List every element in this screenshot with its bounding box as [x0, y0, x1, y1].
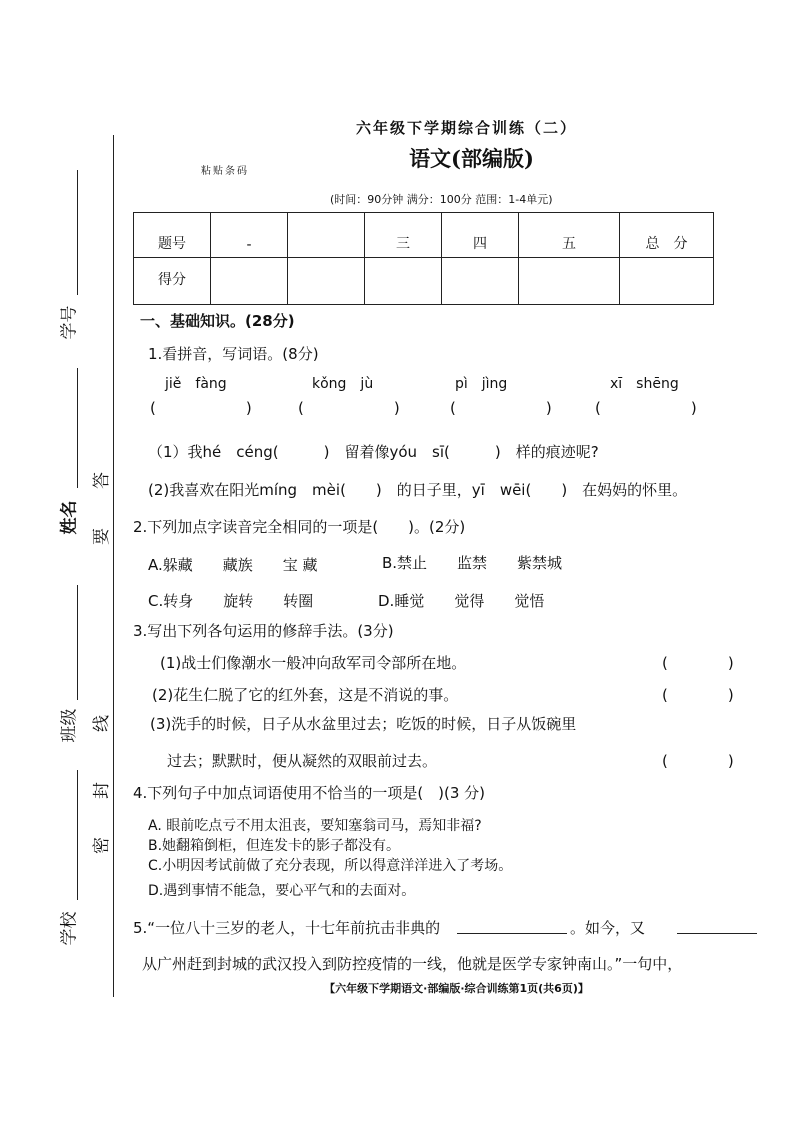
q2-stem: 2.下列加点字读音完全相同的一项是( )。(2分)	[133, 518, 466, 536]
q1-pinyin-1: jiě fàng	[165, 376, 227, 392]
field-label-school: 学校	[59, 911, 80, 946]
q5-blank-1[interactable]	[457, 933, 567, 934]
exam-subject: 语文(部编版)	[409, 146, 534, 171]
q1-answer-blank[interactable]: ( )	[150, 399, 252, 417]
q5-line-1a: 5.“一位八十三岁的老人，十七年前抗击非典的	[133, 919, 441, 937]
q1-pinyin-2: kǒng jù	[312, 376, 374, 392]
q3-sentence-3a: (3)洗手的时候，日子从水盆里过去；吃饭的时候，日子从饭碗里	[150, 715, 577, 733]
q4-option-a[interactable]: A. 眼前吃点亏不用太沮丧，要知塞翁司马，焉知非福?	[148, 818, 482, 834]
q5-line-1b: 。如今，又	[570, 919, 646, 937]
score-input[interactable]	[365, 258, 442, 305]
field-label-name: 姓名	[59, 500, 80, 535]
q3-answer-blank[interactable]: ( )	[662, 686, 734, 704]
table-cell: -	[211, 213, 288, 258]
seal-char-da: 答	[92, 472, 112, 489]
field-line-student-id	[77, 170, 78, 295]
field-line-name	[77, 368, 78, 488]
q1-sentence-1: （1）我hé céng( ) 留着像yóu sī( ) 样的痕迹呢?	[148, 443, 599, 461]
q1-answer-blank[interactable]: ( )	[450, 399, 552, 417]
score-input[interactable]	[211, 258, 288, 305]
q2-option-a[interactable]: A.躲藏 藏族 宝 藏	[148, 556, 318, 574]
table-cell: 总 分	[620, 213, 714, 258]
score-table	[133, 212, 714, 305]
q1-answer-blank[interactable]: ( )	[298, 399, 400, 417]
q3-sentence-1: (1)战士们像潮水一般冲向敌军司令部所在地。	[160, 654, 467, 672]
score-input[interactable]	[620, 258, 714, 305]
barcode-label: 粘贴条码	[201, 166, 249, 177]
seal-char-xian: 线	[92, 715, 112, 732]
table-cell: 得分	[134, 258, 211, 305]
exam-title: 六年级下学期综合训练（二）	[355, 119, 577, 137]
seal-char-feng: 封	[92, 782, 112, 799]
q3-stem: 3.写出下列各句运用的修辞手法。(3分)	[133, 622, 394, 640]
score-input[interactable]	[288, 258, 365, 305]
table-cell	[288, 213, 365, 258]
q1-sentence-2: (2)我喜欢在阳光míng mèi( ) 的日子里，yī wēi( ) 在妈妈的怀里。	[148, 481, 688, 499]
q3-sentence-3b: 过去；默默时，便从凝然的双眼前过去。	[167, 752, 438, 770]
q1-pinyin-4: xī shēng	[610, 376, 679, 392]
field-label-class: 班级	[59, 708, 80, 743]
score-input[interactable]	[519, 258, 620, 305]
q2-option-c[interactable]: C.转身 旋转 转圈	[148, 592, 314, 610]
q3-answer-blank[interactable]: ( )	[662, 654, 734, 672]
section-heading: 一、基础知识。(28分)	[140, 312, 295, 330]
q1-pinyin-3: pì jìng	[455, 376, 508, 392]
table-row	[134, 213, 714, 258]
q1-answer-blank[interactable]: ( )	[595, 399, 697, 417]
q4-option-d[interactable]: D.遇到事情不能急，要心平气和的去面对。	[148, 883, 416, 899]
seal-char-yao: 要	[92, 528, 112, 545]
exam-meta: (时间：90分钟 满分：100分 范围：1-4单元)	[330, 193, 553, 206]
seal-char-mi: 密	[92, 837, 112, 854]
q5-line-2: 从广州赶到封城的武汉投入到防控疫情的一线，他就是医学专家钟南山。”一句中，	[142, 955, 683, 973]
q3-sentence-2: (2)花生仁脱了它的红外套，这是不消说的事。	[152, 686, 459, 704]
q2-option-b[interactable]: B.禁止 监禁 紫禁城	[382, 554, 563, 572]
table-cell: 题号	[134, 213, 211, 258]
field-line-class	[77, 585, 78, 700]
q4-option-b[interactable]: B.她翻箱倒柜，但连发卡的影子都没有。	[148, 838, 401, 854]
table-cell: 三	[365, 213, 442, 258]
q5-blank-2[interactable]	[677, 933, 757, 934]
binding-line	[113, 135, 114, 997]
field-label-student-id: 学号	[59, 305, 80, 340]
q2-option-d[interactable]: D.睡觉 觉得 觉悟	[378, 592, 545, 610]
q1-stem: 1.看拼音，写词语。(8分)	[148, 345, 319, 363]
q4-stem: 4.下列句子中加点词语使用不恰当的一项是( )(3 分)	[133, 784, 486, 802]
score-input[interactable]	[442, 258, 519, 305]
q4-option-c[interactable]: C.小明因考试前做了充分表现，所以得意洋洋进入了考场。	[148, 858, 513, 874]
table-cell: 四	[442, 213, 519, 258]
q3-answer-blank[interactable]: ( )	[662, 752, 734, 770]
page-footer: 【六年级下学期语文·部编版·综合训练第1页(共6页)】	[324, 982, 589, 995]
table-row	[134, 258, 714, 305]
table-cell: 五	[519, 213, 620, 258]
field-line-school	[77, 770, 78, 900]
